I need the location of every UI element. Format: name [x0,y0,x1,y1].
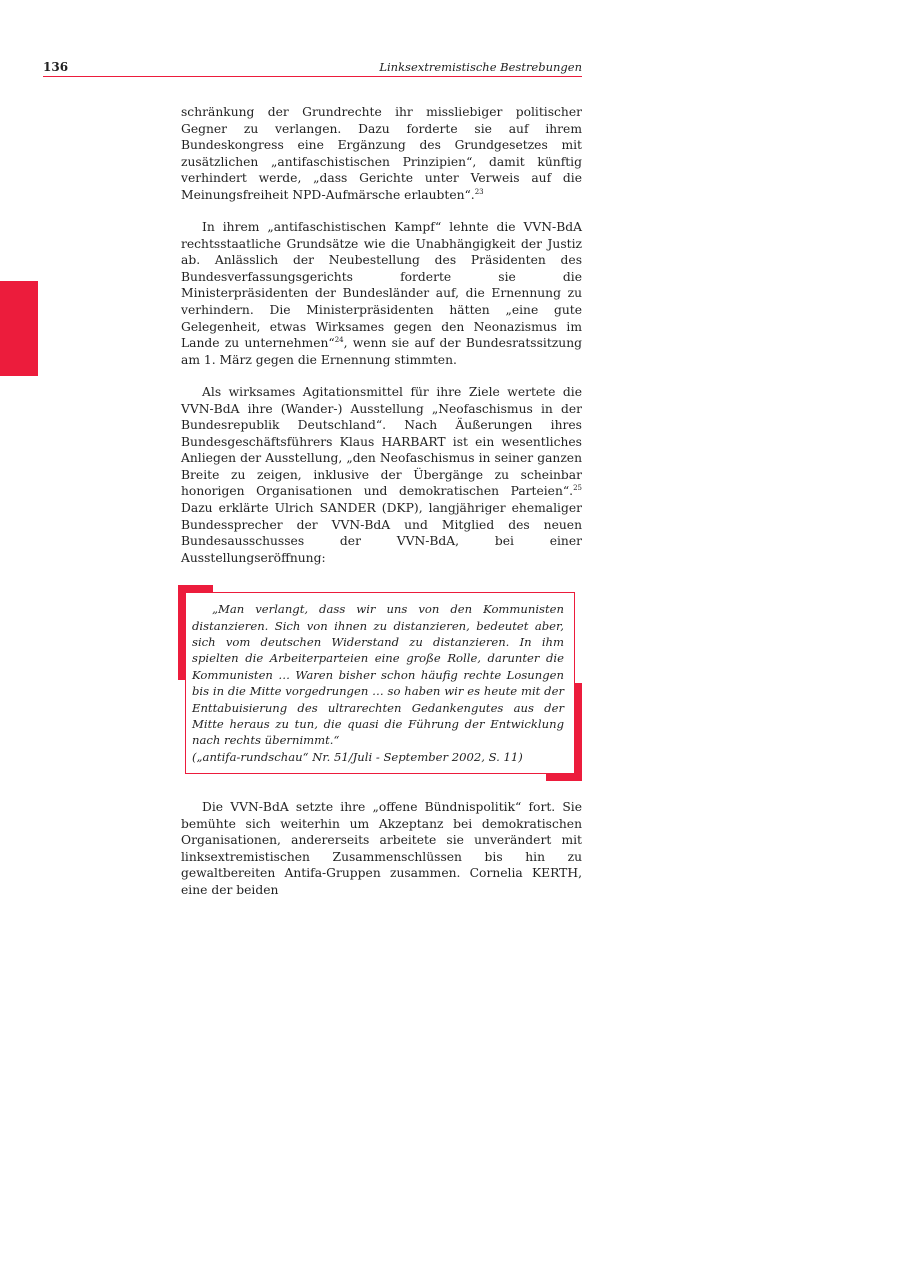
paragraph-3-text-b: Dazu erklärte Ulrich SANDER (DKP), langjähriger ehemaliger Bundessprecher der VVN-BdA und Mitglied des neuen Bundesausschusses der VVN-BdA, bei einer Ausstellungseröffnung: [181,501,582,565]
quote-accent-bottom-right-bar [546,773,582,781]
quote-accent-bottom-right [574,683,582,781]
text-column [181,104,582,899]
footnote-ref-24: 24 [334,336,344,345]
paragraph-3 [181,384,582,566]
paragraph-4: Die VVN-BdA setzte ihre „offene Bündnispolitik“ fort. Sie bemühte sich weiterhin um Akzeptanz bei demokratischen Organisationen, andererseits arbeitete sie unverändert mit linksextremistischen Zusammenschlüssen bis hin zu gewaltbereiten Antifa-Gruppen zusammen. Cornelia KERTH, eine der beiden [181,800,582,897]
page-number: 136 [43,60,69,74]
paragraph-2 [181,219,582,368]
paragraph-1-text: schränkung der Grundrechte ihr missliebiger politischer Gegner zu verlangen. Dazu forderte sie auf ihrem Bundeskongress eine Ergänzung des Grundgesetzes mit zusätzlichen „antifaschistischen Prinzipien“, damit künftig verhindert werde, „dass Gerichte unter Verweis auf die Meinungsfreiheit NPD-Aufmärsche erlaubten“. [181,105,582,202]
paragraph-1 [181,104,582,203]
header-rule [43,76,582,77]
quote-source: („antifa-rundschau“ Nr. 51/Juli - September 2002, S. 11) [192,749,523,764]
quote-block [181,585,582,781]
paragraph-2-text-b: , wenn sie auf der Bundesratssitzung am 1. März gegen die Ernennung stimmten. [181,336,582,367]
paragraph-2-text-a: In ihrem „antifaschistischen Kampf“ lehnte die VVN-BdA rechtsstaatliche Grundsätze wie die Unabhängigkeit der Justiz ab. Anlässlich der Neubestellung des Präsidenten des Bundesverfassungsgerichts forderte sie die Ministerpräsidenten der Bundesländer auf, die Ernennung zu verhindern. Die Ministerpräsidenten hätten „eine gute Gelegenheit, etwas Wirksames gegen den Neonazismus im Lande zu unternehmen“ [181,220,582,351]
running-head: Linksextremistische Bestrebungen [379,60,582,74]
chapter-side-tab [0,281,38,376]
footnote-ref-25: 25 [573,484,582,493]
paragraph-3-text-a: Als wirksames Agitationsmittel für ihre Ziele wertete die VVN-BdA ihre (Wander-) Ausstellung „Neofaschismus in der Bundesrepublik Deutschland“. Nach Äußerungen ihres Bundesgeschäftsführers Klaus HARBART ist ein wesentliches Anliegen der Ausstellung, „den Neofaschismus in seiner ganzen Breite zu zeigen, inklusive der Übergänge zu scheinbar honorigen Organisationen und demokratischen Parteien“. [181,385,582,499]
quote-box [185,592,575,774]
quote-text: „Man verlangt, dass wir uns von den Kommunisten distanzieren. Sich von ihnen zu distanzieren, bedeutet aber, sich vom deutschen Widerstand zu distanzieren. In ihm spielten die Arbeiterparteien eine große Rolle, darunter die Kommunisten … Waren bisher schon häufig rechte Losungen bis in die Mitte vorgedrungen … so haben wir es heute mit der Enttabuisierung des ultrarechten Gedankengutes aus der Mitte heraus zu tun, die quasi die Führung der Entwicklung nach rechts übernimmt.“ [192,602,564,748]
footnote-ref-23: 23 [474,187,484,196]
